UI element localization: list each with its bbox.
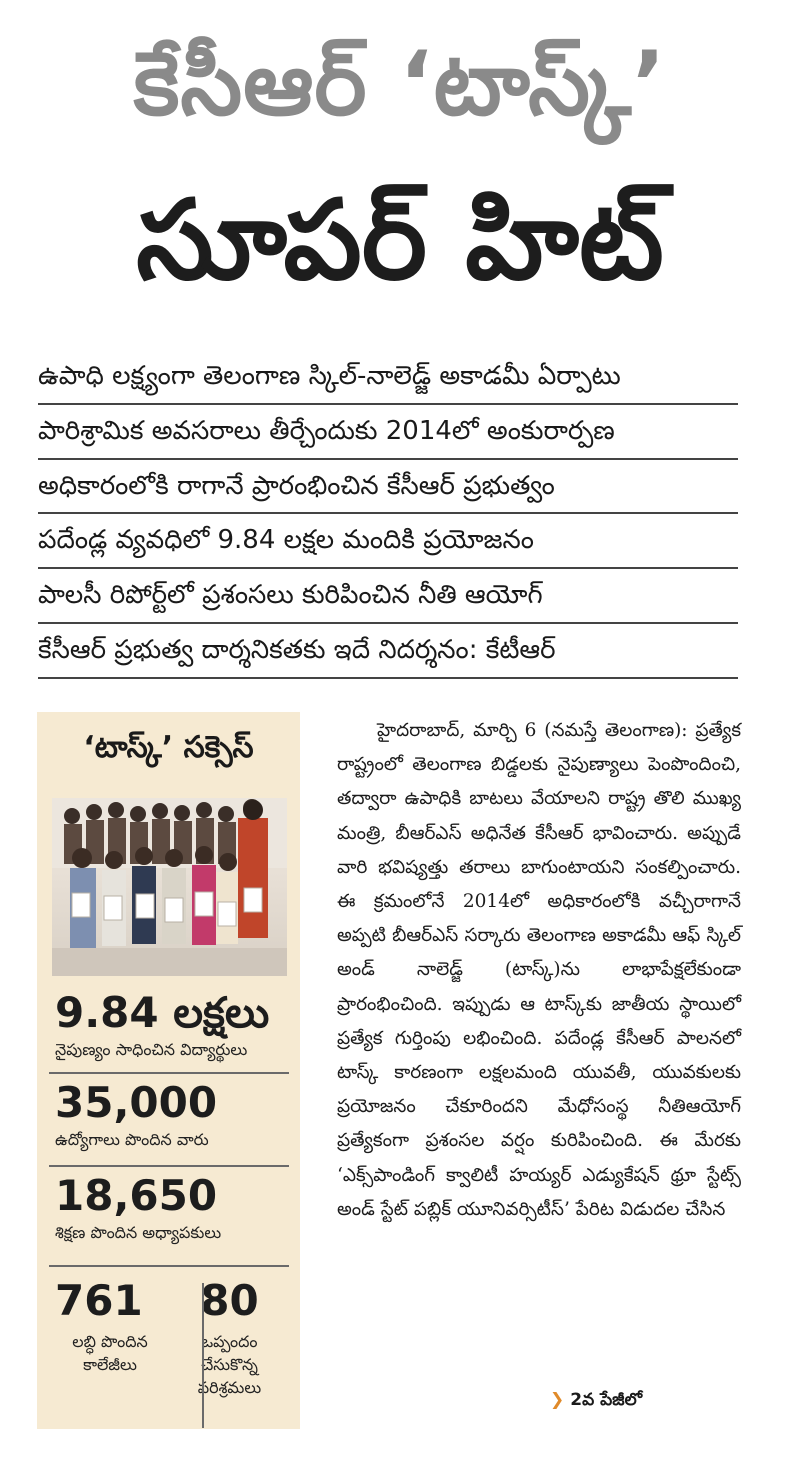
subheadline: పాలసీ రిపోర్ట్‌లో ప్రశంసలు కురిపించిన నీతి ఆయోగ్ — [38, 569, 738, 624]
headline-line-1: కేసీఆర్ ‘టాస్క్’ — [133, 32, 667, 135]
subheadline: పారిశ్రామిక అవసరాలు తీర్చేందుకు 2014లో అంకురార్పణ — [38, 405, 738, 460]
subheadline-list — [38, 360, 738, 679]
subheadline: అధికారంలోకి రాగానే ప్రారంభించిన కేసీఆర్ ప్రభుత్వం — [38, 460, 738, 515]
stat-value: 80 — [200, 1276, 259, 1325]
subheadline: కేసీఆర్ ప్రభుత్వ దార్శనికతకు ఇదే నిదర్శనం: కేటీఆర్ — [38, 624, 738, 679]
chevron-right-icon: ❯ — [550, 1390, 565, 1410]
stat-value: 18,650 — [55, 1171, 218, 1220]
stat-value: 35,000 — [55, 1078, 218, 1127]
stat-label: ఒప్పందం చేసుకొన్న పరిశ్రమలు — [197, 1332, 262, 1398]
group-photo — [52, 798, 287, 976]
subheadline: పదేండ్ల వ్యవధిలో 9.84 లక్షల మందికి ప్రయోజనం — [38, 514, 738, 569]
article-paragraph: హైదరాబాద్, మార్చి 6 (నమస్తే తెలంగాణ): ప్రత్యేక రాష్ట్రంలో తెలంగాణ బిడ్డలకు నైపుణ్యాలు పెంపొందించి, తద్వారా ఉపాధికి బాటలు వేయాలని రాష్ట్ర తొలి ముఖ్య మంత్రి, బీఆర్‌ఎస్ అధినేత కేసీఆర్ భావించారు. అప్పుడే వారి భవిష్యత్తు తరాలు బాగుంటాయని సంకల్పించారు. ఈ క్రమంలోనే 2014లో అధికారంలోకి వచ్చీరాగానే అప్పటి బీఆర్‌ఎస్ సర్కారు తెలంగాణ అకాడమీ ఆఫ్ స్కిల్ అండ్ నాలెడ్జ్ (టాస్క్)ను లాభాపేక్షలేకుండా ప్రారంభించింది. ఇప్పుడు ఆ టాస్క్‌కు జాతీయ స్థాయిలో ప్రత్యేక గుర్తింపు లభించింది. పదేండ్ల కేసీఆర్ పాలనలో టాస్క్ కారణంగా లక్షలమంది యువతీ, యువకులకు ప్రయోజనం చేకూరిందని మేధోసంస్థ నీతిఆయోగ్ ప్రత్యేకంగా ప్రశంసల వర్షం కురిపించింది. ఈ మేరకు ‘ఎక్స్‌పాండింగ్ క్వాలిటీ హయ్యర్ ఎడ్యుకేషన్ థ్రూ స్టేట్స్ అండ్ స్టేట్ పబ్లిక్ యూనివర్సిటీస్’ పేరిట విడుదల చేసిన — [337, 720, 741, 1220]
stat-industries — [177, 1276, 282, 1400]
group-photo-illustration — [52, 798, 287, 976]
article-body — [337, 714, 741, 1227]
divider — [49, 1165, 289, 1167]
stat-value: 9.84 లక్షలు — [55, 988, 270, 1037]
continued-text: 2వ పేజీలో — [570, 1390, 643, 1410]
continued-marker — [550, 1390, 642, 1414]
stat-students-trained — [55, 988, 295, 1063]
divider — [49, 1072, 289, 1074]
stat-value: 761 — [55, 1276, 143, 1325]
stat-label: శిక్షణ పొందిన అధ్యాపకులు — [55, 1223, 222, 1242]
stat-label: లబ్ధి పొందిన కాలేజీలు — [72, 1332, 148, 1375]
subheadline: ఉపాధి లక్ష్యంగా తెలంగాణ స్కిల్-నాలెడ్జ్ అకాడమీ ఏర్పాటు — [38, 360, 738, 405]
stat-jobs — [55, 1078, 295, 1153]
stat-faculty — [55, 1171, 295, 1246]
split-divider — [202, 1283, 204, 1428]
stat-label: నైపుణ్యం సాధించిన విద్యార్థులు — [55, 1040, 248, 1059]
headline-line-2: సూపర్ హిట్ — [136, 176, 664, 304]
sidebar-title: ‘టాస్క్’ సక్సెస్ — [83, 730, 254, 765]
stats-sidebar — [37, 712, 300, 1429]
stat-label: ఉద్యోగాలు పొందిన వారు — [55, 1130, 209, 1149]
divider — [49, 1265, 289, 1267]
stat-colleges — [55, 1276, 195, 1376]
